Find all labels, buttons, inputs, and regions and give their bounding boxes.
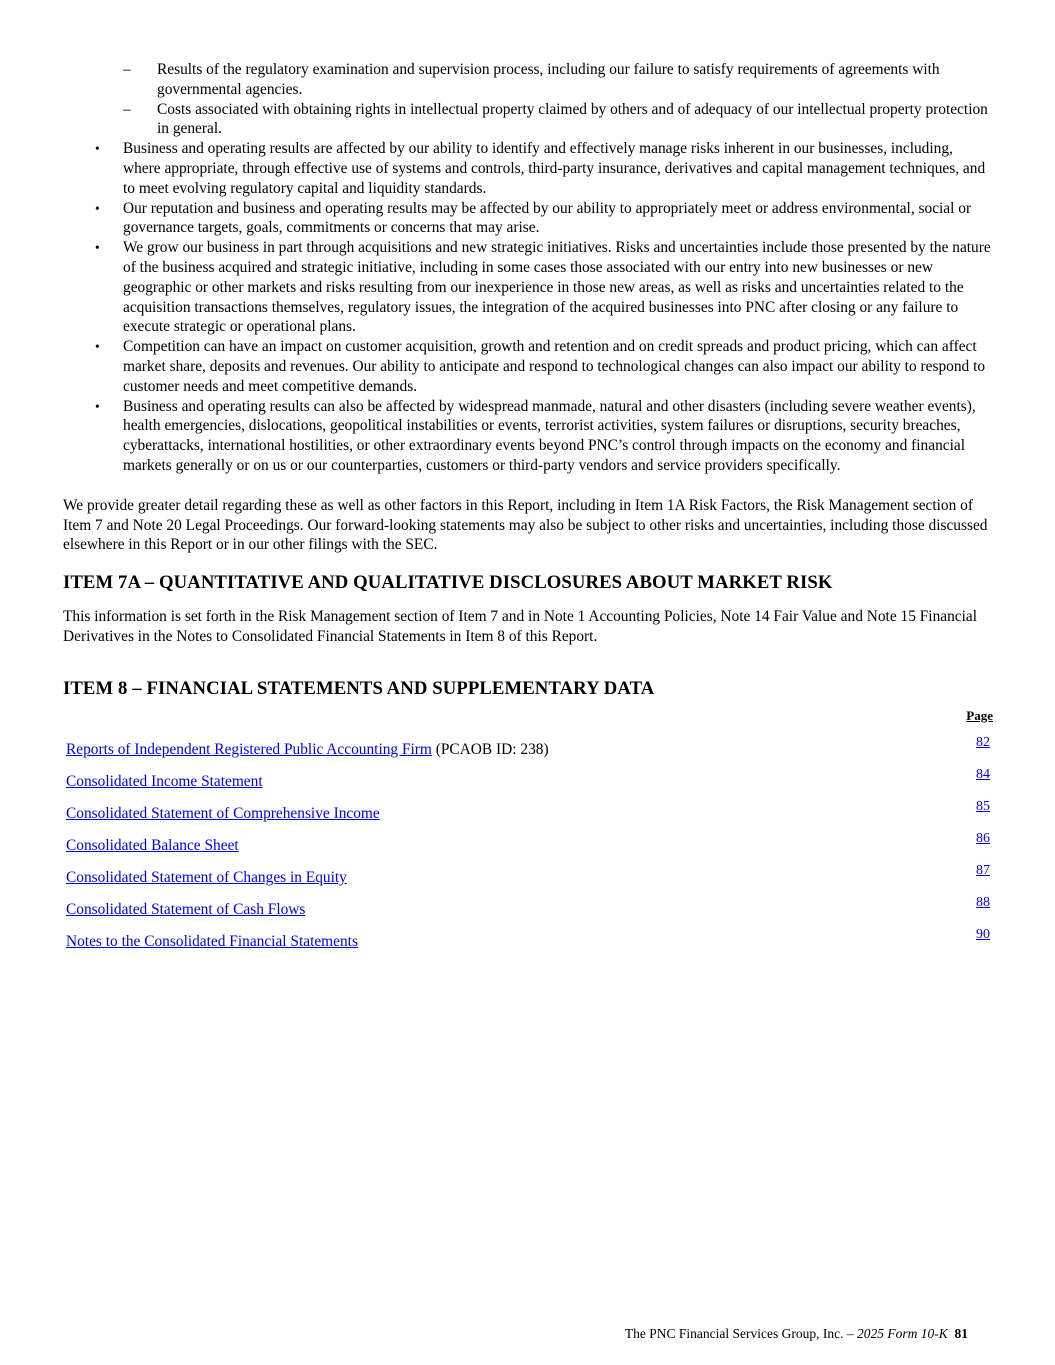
toc-link-consolidated-statement-of-changes-in-equity[interactable]: Consolidated Statement of Changes in Equity: [66, 868, 347, 886]
toc-page-link[interactable]: 87: [976, 862, 990, 878]
dash-item: [63, 60, 993, 100]
toc-entry: [66, 862, 347, 888]
toc-link-consolidated-statement-of-comprehensive-income[interactable]: Consolidated Statement of Comprehensive Income: [66, 804, 380, 822]
toc-link-reports-of-independent-registered-public-accounting-firm[interactable]: Reports of Independent Registered Public Accounting Firm: [66, 740, 432, 758]
toc-page-link[interactable]: 88: [976, 894, 990, 910]
toc-link-notes-to-the-consolidated-financial-statements[interactable]: Notes to the Consolidated Financial Statements: [66, 932, 358, 950]
dash-item-text: Results of the regulatory examination and supervision process, including our failure to satisfy requirements of agreements with governmental agencies.: [157, 61, 940, 98]
financial-statements-toc: [63, 707, 993, 952]
toc-row: [63, 830, 993, 856]
toc-page-link[interactable]: 86: [976, 830, 990, 846]
toc-row: [63, 766, 993, 792]
bullet-item: [63, 238, 993, 337]
bullet-item-text: We grow our business in part through acquisitions and new strategic initiatives. Risks and uncertainties include those presented by the nature of the business acquired and strategic initiative, including in some cases those associated with our entry into new businesses or new geographic or other markets and risks resulting from our inexperience in those new areas, as well as risks and uncertainties related to the acquisition transactions themselves, regulatory issues, the integration of the acquired businesses into PNC after closing or any failure to execute strategic or operational plans.: [123, 239, 991, 336]
bullet-marker: •: [95, 141, 100, 157]
bullet-item: [63, 337, 993, 396]
bullet-item-text: Business and operating results are affected by our ability to identify and effectively manage risks inherent in our businesses, including, where appropriate, through effective use of systems and controls, third-party insurance, derivatives and capital management techniques, and to meet evolving regulatory capital and liquidity standards.: [123, 140, 986, 197]
dash-marker: –: [123, 100, 131, 118]
footer-spacer: [948, 1326, 955, 1341]
closing-paragraph: We provide greater detail regarding these as well as other factors in this Report, including in Item 1A Risk Factors, the Risk Management section of Item 7 and Note 20 Legal Proceedings. Our forward-looking statements may also be subject to other risks and uncertainties, including those discussed elsewhere in this Report or in our other filings with the SEC.: [63, 496, 988, 554]
toc-link-consolidated-income-statement[interactable]: Consolidated Income Statement: [66, 772, 263, 790]
bullet-item-text: Our reputation and business and operating results may be affected by our ability to appropriately meet or address environmental, social or governance targets, goals, commitments or concerns that may arise.: [123, 199, 972, 237]
toc-entry: [66, 734, 549, 760]
toc-link-consolidated-statement-of-cash-flows[interactable]: Consolidated Statement of Cash Flows: [66, 900, 306, 918]
item-7a-heading: ITEM 7A – QUANTITATIVE AND QUALITATIVE DISCLOSURES ABOUT MARKET RISK: [63, 572, 833, 594]
toc-entry: [66, 830, 239, 856]
toc-entry-suffix: (PCAOB ID: 238): [431, 740, 549, 758]
toc-row: [63, 926, 993, 952]
toc-entry: [66, 926, 358, 952]
toc-page-link[interactable]: 84: [976, 766, 990, 782]
item-7a-body: This information is set forth in the Risk Management section of Item 7 and in Note 1 Accounting Policies, Note 14 Fair Value and Note 15 Financial Derivatives in the Notes to Consolidated Financial Statements in Item 8 of this Report.: [63, 608, 978, 645]
toc-page-column-header: Page: [966, 707, 993, 723]
toc-row: [63, 894, 993, 920]
toc-entry: [66, 894, 305, 920]
bullet-item-text: Competition can have an impact on customer acquisition, growth and retention and on credit spreads and product pricing, which can affect market share, deposits and revenues. Our ability to anticipate and respond to technological changes can also impact our ability to respond to customer needs and meet competitive demands.: [123, 338, 986, 395]
dash-item-text: Costs associated with obtaining rights in intellectual property claimed by others and of adequacy of our intellectual property protection in general.: [157, 100, 988, 138]
item-8-heading: ITEM 8 – FINANCIAL STATEMENTS AND SUPPLEMENTARY DATA: [63, 677, 655, 699]
dash-list: [63, 60, 993, 139]
bullet-marker: •: [95, 200, 100, 216]
toc-page-link[interactable]: 90: [976, 926, 990, 942]
page-footer: [625, 1326, 968, 1342]
bullet-marker: •: [95, 398, 100, 414]
footer-form-name: 2025 Form 10-K: [857, 1326, 948, 1341]
dash-item: [63, 100, 993, 140]
bullet-list: [63, 139, 993, 476]
bullet-marker: •: [95, 240, 100, 256]
toc-link-consolidated-balance-sheet[interactable]: Consolidated Balance Sheet: [66, 836, 239, 854]
dash-marker: –: [123, 61, 131, 78]
footer-company-name: The PNC Financial Services Group, Inc. –: [624, 1326, 857, 1341]
bullet-item-text: Business and operating results can also be affected by widespread manmade, natural and other disasters (including severe weather events), health emergencies, dislocations, geopolitical instabilities or events, terrorist activities, system failures or disruptions, security breaches, cyberattacks, international hostilities, or other extraordinary events beyond PNC’s control through impacts on the economy and financial markets generally or on us or our counterparties, customers or third-party vendors and service providers specifically.: [123, 397, 976, 474]
toc-row: [63, 734, 993, 760]
toc-entry: [66, 798, 380, 824]
toc-page-link[interactable]: 82: [976, 734, 990, 750]
bullet-item: [63, 199, 993, 239]
toc-row: [63, 862, 993, 888]
footer-page-number: 81: [954, 1326, 968, 1341]
bullet-item: [63, 139, 993, 198]
bullet-marker: •: [95, 339, 100, 355]
toc-entry: [66, 766, 263, 792]
toc-page-column-header-row: [63, 707, 993, 725]
toc-page-link[interactable]: 85: [976, 798, 990, 814]
toc-row: [63, 798, 993, 824]
bullet-item: [63, 397, 993, 476]
